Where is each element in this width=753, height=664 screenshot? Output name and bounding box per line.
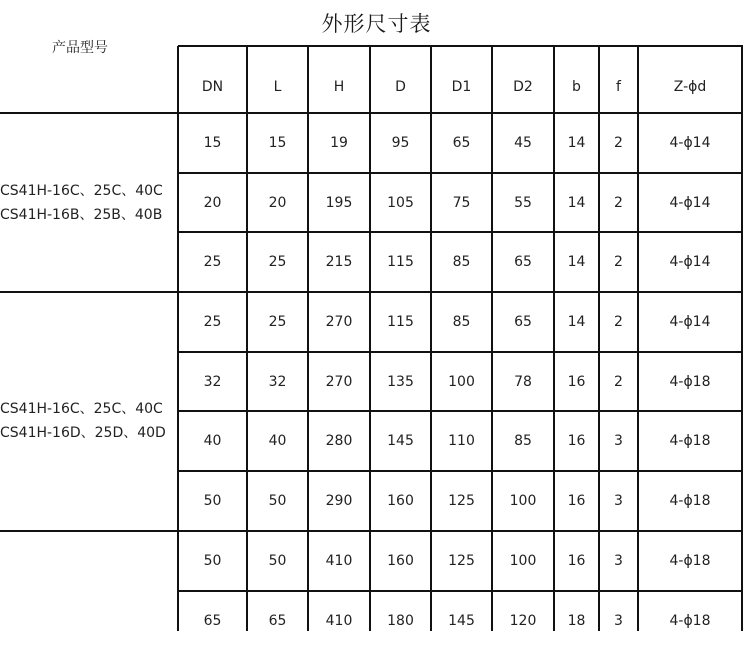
table-cell: 4-ϕ18 [669,492,711,509]
model-label: CS41H-16C、25C、40C [0,182,163,199]
table-cell: 75 [452,194,471,211]
table-cell: 32 [203,373,222,390]
row-divider [178,351,743,353]
table-cell: 100 [509,492,537,509]
table-cell: 2 [614,194,623,211]
table-cell: 290 [325,492,353,509]
table-cell: 16 [567,492,586,509]
table-cell: 410 [325,612,353,629]
column-header-zd: Z-ϕd [673,79,707,95]
table-cell: 15 [268,134,287,151]
column-header-b: b [572,79,581,95]
table-cell: 20 [268,194,287,211]
table-cell: 120 [509,612,537,629]
table-cell: 135 [387,373,414,390]
table-cell: 195 [325,194,353,211]
table-cell: 18 [567,612,586,629]
table-cell: 14 [567,134,586,151]
table-cell: 105 [387,194,414,211]
table-cell: 180 [387,612,414,629]
table-cell: 85 [514,433,532,450]
table-cell: 100 [448,373,475,390]
table-cell: 2 [614,134,623,151]
row-divider [178,231,743,233]
table-cell: 55 [514,194,532,211]
table-cell: 3 [614,612,623,629]
table-cell: 2 [614,373,623,390]
table-cell: 50 [268,552,287,569]
model-column-header: 产品型号 [52,40,108,56]
table-cell: 25 [203,313,222,330]
table-cell: 2 [614,254,623,271]
table-cell: 65 [452,134,471,151]
table-cell: 160 [387,492,414,509]
column-header-d: D [395,79,406,95]
table-cell: 270 [325,373,353,390]
table-cell: 25 [268,313,287,330]
table-cell: 16 [567,373,586,390]
column-header-dn: DN [201,79,224,95]
group-divider [0,530,743,532]
header-top-border [178,45,743,47]
table-cell: 145 [387,433,414,450]
column-header-d2: D2 [513,79,533,95]
table-cell: 215 [325,254,353,271]
table-cell: 4-ϕ14 [669,194,711,211]
page-title: 外形尺寸表 [321,12,432,36]
table-cell: 4-ϕ18 [669,552,711,569]
column-header-f: f [616,79,621,95]
table-cell: 125 [448,552,475,569]
row-divider [178,590,743,592]
table-cell: 2 [614,313,623,330]
table-cell: 3 [614,492,623,509]
model-label: CS41H-16B、25B、40B [0,206,163,223]
table-cell: 270 [325,313,353,330]
table-cell: 145 [448,612,475,629]
table-cell: 40 [268,433,287,450]
table-cell: 50 [268,492,287,509]
table-cell: 85 [452,254,471,271]
row-divider [178,410,743,412]
table-cell: 25 [203,254,222,271]
table-cell: 410 [325,552,353,569]
table-cell: 14 [567,194,586,211]
column-header-h: H [333,79,345,95]
table-cell: 14 [567,254,586,271]
table-cell: 4-ϕ14 [669,313,711,330]
table-cell: 15 [203,134,222,151]
table-cell: 45 [514,134,532,151]
table-cell: 65 [514,254,532,271]
table-cell: 85 [452,313,471,330]
table-cell: 25 [268,254,287,271]
row-divider [178,172,743,174]
row-divider [178,470,743,472]
table-cell: 4-ϕ18 [669,612,711,629]
table-cell: 95 [391,134,410,151]
model-label: CS41H-16D、25D、40D [0,424,166,441]
group-divider [0,291,743,293]
header-bottom-border [0,112,743,114]
table-cell: 3 [614,433,623,450]
table-cell: 32 [268,373,287,390]
column-header-l: L [273,79,282,95]
table-cell: 3 [614,552,623,569]
table-cell: 14 [567,313,586,330]
table-cell: 50 [203,492,222,509]
table-cell: 4-ϕ18 [669,373,711,390]
model-label: CS41H-16C、25C、40C [0,400,163,417]
table-cell: 65 [203,612,222,629]
table-cell: 16 [567,552,586,569]
table-cell: 19 [330,134,348,151]
table-cell: 115 [387,254,414,271]
table-cell: 115 [387,313,414,330]
table-cell: 4-ϕ14 [669,254,711,271]
table-cell: 65 [268,612,287,629]
table-cell: 40 [203,433,222,450]
table-cell: 4-ϕ18 [669,433,711,450]
table-cell: 280 [325,433,353,450]
table-cell: 125 [448,492,475,509]
table-cell: 4-ϕ14 [669,134,711,151]
table-cell: 65 [514,313,532,330]
table-cell: 20 [203,194,222,211]
table-cell: 160 [387,552,414,569]
table-cell: 110 [448,433,475,450]
column-header-d1: D1 [451,79,472,95]
table-cell: 50 [203,552,222,569]
table-cell: 16 [567,433,586,450]
table-cell: 100 [509,552,537,569]
table-cell: 78 [514,373,532,390]
